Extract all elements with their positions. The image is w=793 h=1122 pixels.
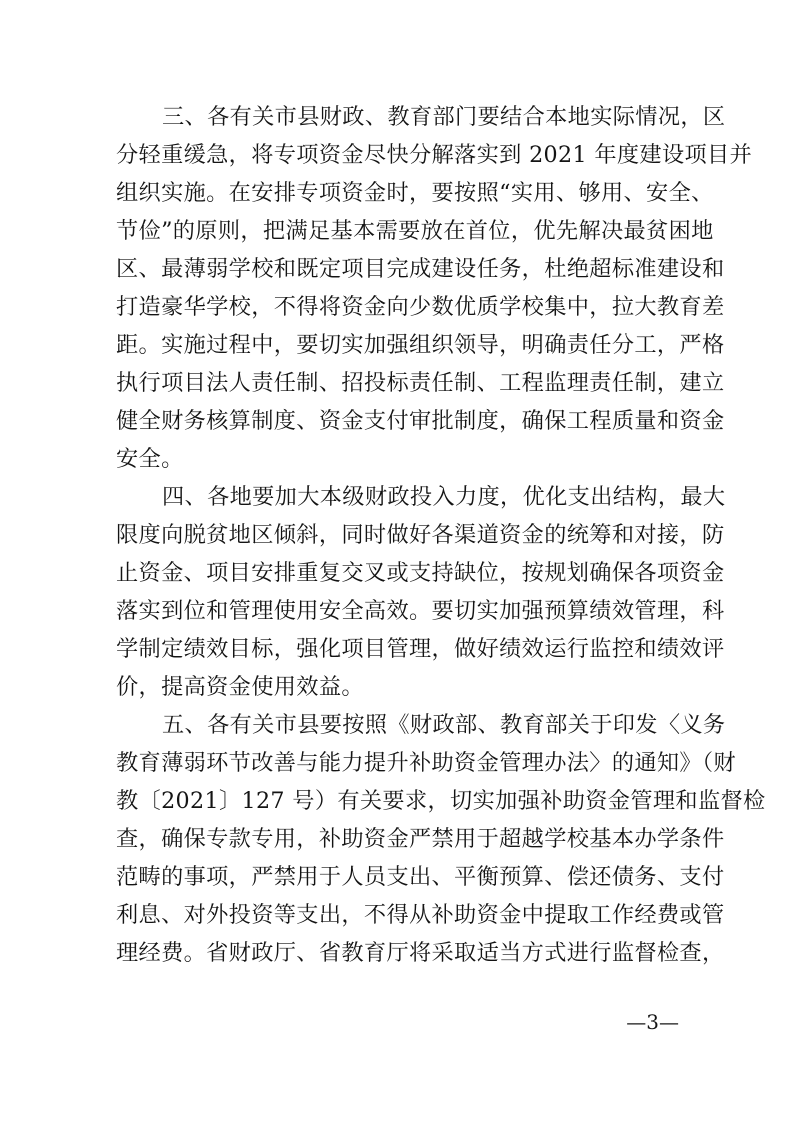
text-line: 执行项目法人责任制、招投标责任制、工程监理责任制，建立 [116,370,725,396]
document-body [116,98,766,972]
text-line: 分轻重缓急，将专项资金尽快分解落实到 2021 年度建设项目并 [116,142,753,168]
text-line: 查，确保专款专用，补助资金严禁用于超越学校基本办学条件 [116,826,725,852]
text-line: 利息、对外投资等支出，不得从补助资金中提取工作经费或管 [116,902,725,928]
text-line: 教〔2021〕127 号）有关要求，切实加强补助资金管理和监督检 [116,788,766,814]
text-line: 节俭”的原则，把满足基本需要放在首位，优先解决最贫困地 [116,218,714,244]
text-line: 四、各地要加大本级财政投入力度，优化支出结构，最大 [162,484,726,510]
paragraph-section-three [116,98,753,478]
text-line: 限度向脱贫地区倾斜，同时做好各渠道资金的统筹和对接，防 [116,522,725,548]
text-line: 学制定绩效目标，强化项目管理，做好绩效运行监控和绩效评 [116,636,725,662]
text-line: 价，提高资金使用效益。 [116,674,364,700]
text-line: 五、各有关市县要按照《财政部、教育部关于印发〈义务 [162,712,726,738]
text-line: 区、最薄弱学校和既定项目完成建设任务，杜绝超标准建设和 [116,256,725,282]
text-line: 范畴的事项，严禁用于人员支出、平衡预算、偿还债务、支付 [116,864,725,890]
text-line: 理经费。省财政厅、省教育厅将采取适当方式进行监督检查， [116,940,725,966]
text-line: 三、各有关市县财政、教育部门要结合本地实际情况，区 [162,104,726,130]
page-number: —3— [626,1010,679,1034]
text-line: 止资金、项目安排重复交叉或支持缺位，按规划确保各项资金 [116,560,725,586]
paragraph-section-five [116,706,766,972]
text-line: 落实到位和管理使用安全高效。要切实加强预算绩效管理，科 [116,598,725,624]
text-line: 组织实施。在安排专项资金时，要按照“实用、够用、安全、 [116,180,714,206]
text-line: 教育薄弱环节改善与能力提升补助资金管理办法〉的通知》（财 [116,750,736,776]
text-line: 安全。 [116,446,184,472]
text-line: 打造豪华学校，不得将资金向少数优质学校集中，拉大教育差 [116,294,725,320]
text-line: 距。实施过程中，要切实加强组织领导，明确责任分工，严格 [116,332,725,358]
text-line: 健全财务核算制度、资金支付审批制度，确保工程质量和资金 [116,408,725,434]
paragraph-section-four [116,478,726,706]
